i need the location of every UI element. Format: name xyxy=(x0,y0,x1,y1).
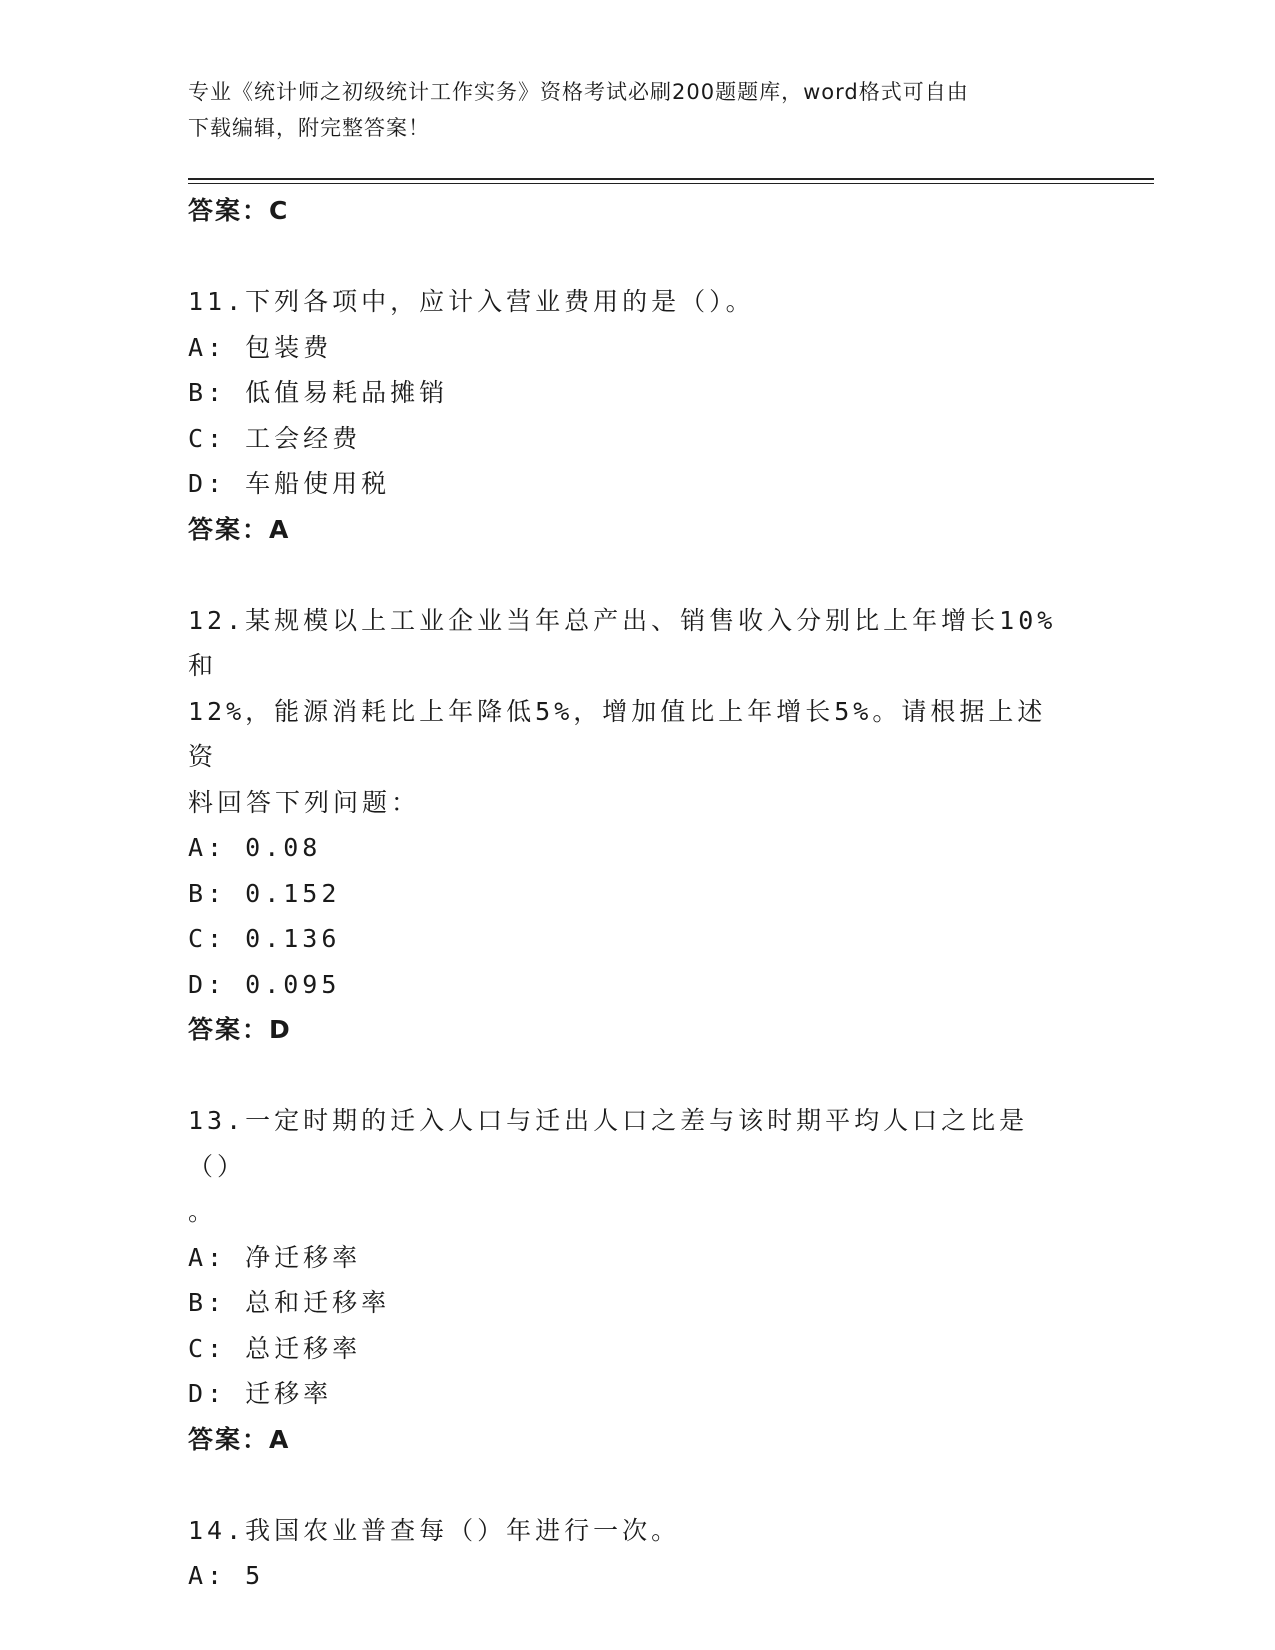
question-option: C: 工会经费 xyxy=(188,423,362,453)
question-text-line: 12.某规模以上工业企业当年总产出、销售收入分别比上年增长10%和 xyxy=(188,605,1057,680)
question-option: D: 迁移率 xyxy=(188,1379,333,1408)
question-option: D: 车船使用税 xyxy=(188,469,391,498)
header-rule-thick xyxy=(188,178,1154,180)
header-rule-thin xyxy=(188,183,1154,184)
question-block xyxy=(188,1098,1068,1462)
question-text-line: 。 xyxy=(188,1197,218,1226)
question-list xyxy=(188,188,1068,1599)
question-text-line: 12%，能源消耗比上年降低5%，增加值比上年增长5%。请根据上述资 xyxy=(188,696,1047,771)
answer-line: 答案：A xyxy=(188,514,291,544)
question-option: C: 总迁移率 xyxy=(188,1333,362,1363)
question-block xyxy=(188,279,1068,552)
answer-line: 答案：A xyxy=(188,1424,291,1454)
question-text-line: 14.我国农业普查每（）年进行一次。 xyxy=(188,1515,681,1545)
page-header xyxy=(188,74,1068,146)
question-option: A: 净迁移率 xyxy=(188,1242,362,1272)
question-option: A: 包装费 xyxy=(188,332,333,362)
question-option: D: 0.095 xyxy=(188,969,341,999)
header-line-1: 专业《统计师之初级统计工作实务》资格考试必刷200题题库，word格式可自由 xyxy=(188,80,969,104)
question-block xyxy=(188,598,1068,1053)
question-text-line: 料回答下列问题： xyxy=(188,787,421,817)
question-option: B: 0.152 xyxy=(188,878,341,908)
question-text-line: 13.一定时期的迁入人口与迁出人口之差与该时期平均人口之比是（） xyxy=(188,1106,1029,1181)
answer-line: 答案：C xyxy=(188,196,290,225)
question-option: B: 低值易耗品摊销 xyxy=(188,378,449,407)
question-block xyxy=(188,1508,1068,1599)
question-option: B: 总和迁移率 xyxy=(188,1288,391,1317)
question-option: A: 5 xyxy=(188,1561,265,1590)
question-text-line: 11.下列各项中，应计入营业费用的是（）。 xyxy=(188,287,755,316)
question-option: C: 0.136 xyxy=(188,924,341,953)
question-option: A: 0.08 xyxy=(188,833,322,862)
header-line-2: 下载编辑，附完整答案！ xyxy=(188,116,430,140)
answer-line: 答案：D xyxy=(188,1015,292,1044)
